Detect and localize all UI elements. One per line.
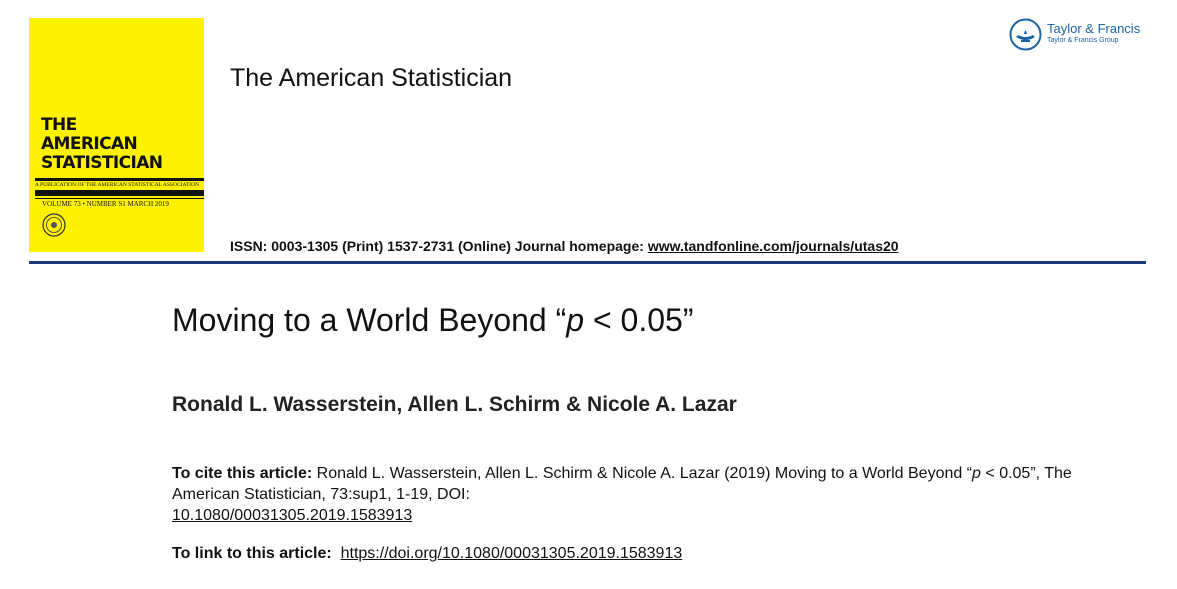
journal-homepage-link[interactable]: www.tandfonline.com/journals/utas20 <box>647 238 899 254</box>
citation-block <box>172 463 1072 526</box>
cover-title-line: THE <box>41 115 77 135</box>
citation-italic: p <box>972 465 981 482</box>
article-authors: Ronald L. Wasserstein, Allen L. Schirm & Nicole A. Lazar <box>172 393 737 416</box>
article-link-block <box>172 545 682 563</box>
article-title-text: < 0.05” <box>584 302 694 338</box>
article-doi-url-link[interactable]: https://doi.org/10.1080/00031305.2019.1583913 <box>340 545 683 562</box>
publisher-logo[interactable] <box>1009 18 1154 52</box>
journal-name: The American Statistician <box>230 64 513 92</box>
citation-doi-link[interactable]: 10.1080/00031305.2019.1583913 <box>172 507 413 524</box>
cover-divider <box>35 198 204 199</box>
cover-divider <box>35 178 204 181</box>
journal-cover-image <box>29 18 204 252</box>
citation-text: Ronald L. Wasserstein, Allen L. Schirm & Nicole A. Lazar (2019) Moving to a World Beyond “ <box>312 465 973 482</box>
article-title-text: Moving to a World Beyond “ <box>172 302 567 338</box>
cover-title <box>41 116 162 173</box>
association-seal-icon <box>42 213 66 237</box>
issn-line <box>230 238 899 254</box>
link-label: To link to this article: <box>172 545 332 562</box>
article-title <box>172 302 693 339</box>
cover-subtitle: A PUBLICATION OF THE AMERICAN STATISTICAL ASSOCIATION <box>35 182 199 188</box>
issn-text: ISSN: 0003-1305 (Print) 1537-2731 (Online) Journal homepage: <box>230 238 648 254</box>
publisher-group: Taylor & Francis Group <box>1047 37 1119 44</box>
cover-title-line: AMERICAN <box>41 134 138 154</box>
taylor-francis-lamp-icon <box>1009 18 1042 51</box>
cover-volume: VOLUME 73 • NUMBER S1 MARCH 2019 <box>42 200 169 208</box>
cover-divider <box>35 190 204 196</box>
citation-text: < 0.05”, The American Statistician, 73:sup1, 1-19, DOI: <box>172 465 1072 503</box>
citation-label: To cite this article: <box>172 465 313 482</box>
cover-title-line: STATISTICIAN <box>41 153 163 173</box>
header-divider <box>29 261 1146 264</box>
publisher-name: Taylor & Francis <box>1047 21 1141 36</box>
article-title-italic: p <box>566 302 585 338</box>
